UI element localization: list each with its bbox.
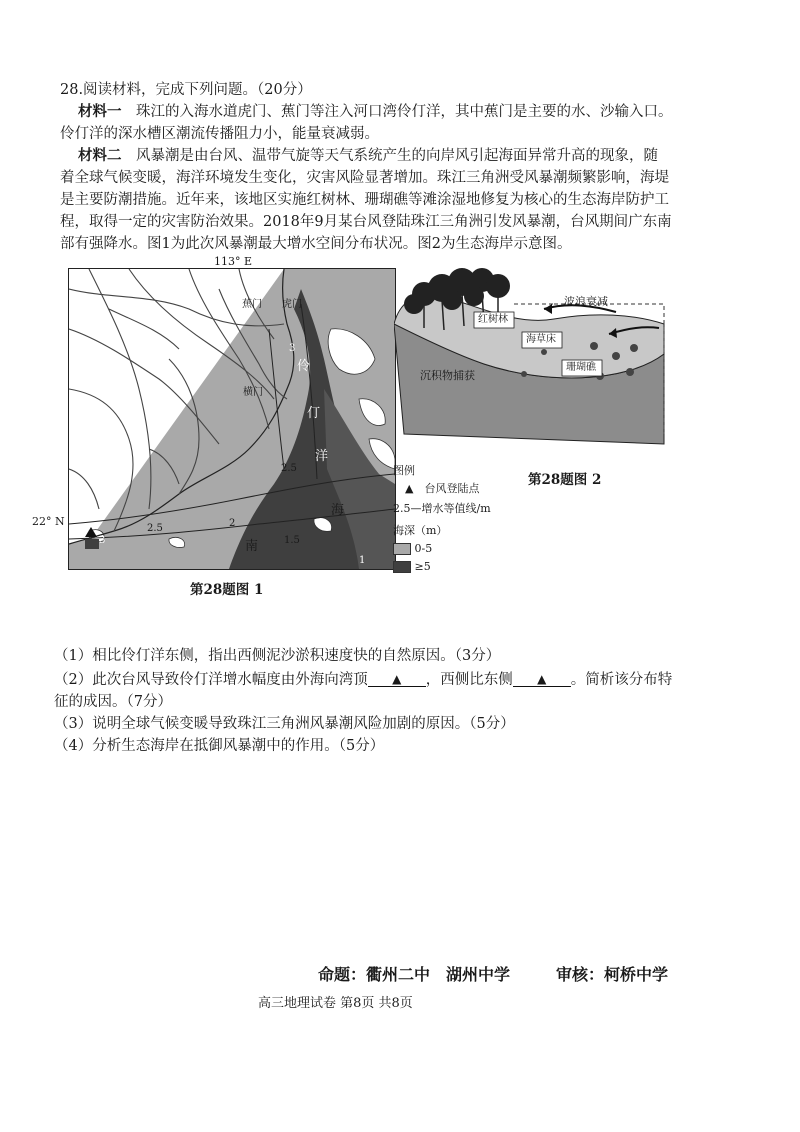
- contour-label-3: 3: [289, 343, 296, 354]
- material-2-line-5: 部有强降水。图1为此次风暴潮最大增水空间分布状况。图2为生态海岸示意图。: [60, 236, 572, 252]
- contour-label-1: 1: [359, 555, 366, 566]
- material-2-label: 材料二: [78, 147, 122, 164]
- legend-contour-label: 增水等值线/m: [421, 502, 491, 515]
- figure-2-diagram: [394, 264, 674, 454]
- latitude-label: 22° N: [32, 515, 65, 528]
- footer-reviewer: 审核：柯桥中学: [556, 965, 669, 984]
- label-sediment: 沉积物捕获: [420, 369, 475, 382]
- answer-blank-2[interactable]: ▲: [513, 672, 571, 687]
- contour-label-1-5: 1.5: [284, 535, 300, 546]
- material-1-label: 材料一: [78, 103, 122, 120]
- sub-question-3: （3）说明全球气候变暖导致珠江三角洲风暴潮风险加剧的原因。（5分）: [54, 716, 515, 732]
- material-1-line-2: 伶仃洋的深水槽区潮流传播阻力小，能量衰减弱。: [60, 126, 379, 142]
- place-hengmen: 横门: [243, 387, 263, 398]
- label-coral: 珊瑚礁: [566, 362, 596, 373]
- material-2-text: 风暴潮是由台风、温带气旋等天气系统产生的向岸风引起海面异常升高的现象，随: [136, 148, 658, 164]
- legend-title: 图例: [393, 464, 415, 477]
- contour-label-2: 2: [229, 518, 236, 529]
- sub-question-2-part-a: （2）此次台风导致伶仃洋增水幅度由外海向湾顶: [54, 672, 368, 688]
- legend-contour-sample: 2.5: [393, 502, 411, 515]
- question-title: 28.阅读材料，完成下列问题。（20分）: [60, 82, 312, 98]
- contour-label-2-5: 2.5: [281, 463, 297, 474]
- material-1-text: 珠江的入海水道虎门、蕉门等注入河口湾伶仃洋，其中蕉门是主要的水、沙输入口。: [136, 104, 673, 120]
- footer-page: 高三地理试卷 第8页 共8页: [258, 996, 413, 1011]
- place-humen: 虎门: [282, 299, 302, 310]
- legend-typhoon-label: 台风登陆点: [424, 482, 480, 495]
- coast-block-diagram: [394, 264, 674, 454]
- south-char-nan: 南: [245, 539, 259, 554]
- legend-deep-label: ≥5: [414, 560, 431, 573]
- material-2-line-3: 是主要防潮措施。近年来，该地区实施红树林、珊瑚礁等滩涂湿地修复为核心的生态海岸防护工: [60, 192, 669, 208]
- label-waves: 波浪衰减: [564, 295, 608, 308]
- water-char-ding: 仃: [307, 406, 321, 421]
- label-seagrass: 海草床: [526, 334, 556, 345]
- material-2-line-4: 程，取得一定的灾害防治效果。2018年9月某台风登陆珠江三角洲引发风暴潮，台风期间广东南: [60, 214, 672, 230]
- sub-question-2: [54, 670, 672, 690]
- answer-blank-1[interactable]: ▲: [368, 672, 426, 687]
- sub-question-1: （1）相比伶仃洋东侧，指出西侧泥沙淤积速度快的自然原因。（3分）: [54, 648, 501, 664]
- contour-label-2-5-west: 2.5: [147, 523, 163, 534]
- sub-question-2-line-2: 征的成因。（7分）: [54, 694, 172, 710]
- legend-shallow-label: 0-5: [414, 542, 433, 555]
- label-mangrove: 红树林: [478, 314, 508, 325]
- legend-depth-shallow: [393, 540, 432, 558]
- place-jiaomen: 蕉门: [242, 299, 262, 310]
- water-char-ling: 伶: [297, 359, 311, 374]
- sub-question-2-part-b: ，西侧比东侧: [425, 672, 513, 688]
- legend-depth-deep: [393, 558, 431, 576]
- sub-question-2-part-c: 。简析该分布特: [570, 672, 673, 688]
- figure-1-map: [68, 268, 396, 570]
- material-2-line-1: [78, 146, 658, 166]
- figure-1-caption: 第28题图 1: [190, 582, 264, 598]
- longitude-label: 113° E: [214, 255, 253, 268]
- legend-depth-title: 海深（m）: [393, 524, 448, 537]
- figure-2-caption: 第28题图 2: [528, 472, 602, 488]
- legend-contour: 2.5—增水等值线/m: [393, 502, 491, 515]
- contour-label-3-west: 3: [99, 535, 106, 546]
- deep-swatch: [393, 561, 411, 573]
- water-char-yang: 洋: [315, 449, 329, 464]
- material-2-line-2: 着全球气候变暖，海洋环境发生变化，灾害风险显著增加。珠江三角洲受风暴潮频繁影响，海堤: [60, 170, 669, 186]
- triangle-icon: ▲: [405, 482, 414, 495]
- sub-question-4: （4）分析生态海岸在抵御风暴潮中的作用。（5分）: [54, 738, 385, 754]
- south-char-hai: 海: [331, 503, 345, 518]
- material-1-line-1: [78, 102, 673, 122]
- footer-authors: 命题：衢州二中 湖州中学: [318, 965, 511, 984]
- shallow-swatch: [393, 543, 411, 555]
- legend-typhoon: [405, 480, 479, 498]
